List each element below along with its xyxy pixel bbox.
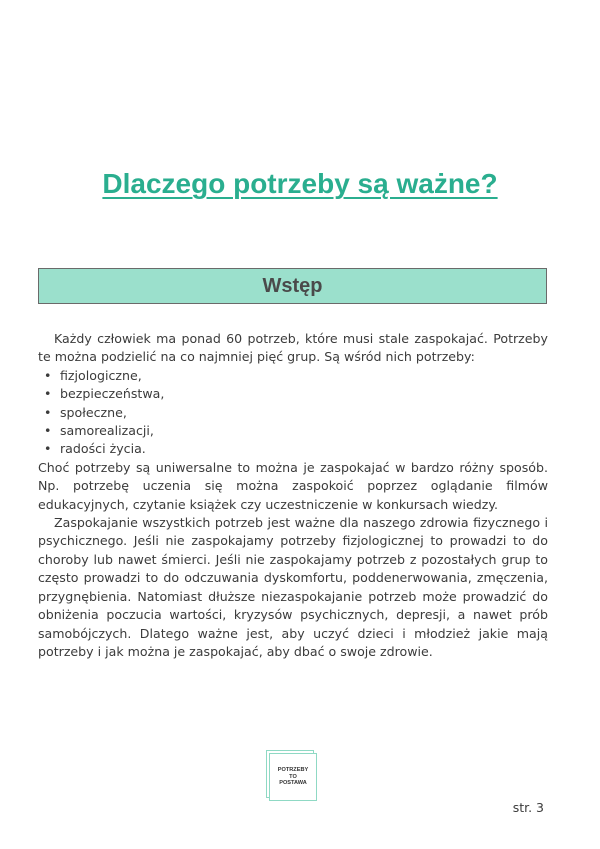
list-item: • samorealizacji, bbox=[58, 422, 548, 440]
logo bbox=[266, 750, 318, 802]
logo-line-3: POSTAWA bbox=[279, 780, 307, 787]
needs-list bbox=[38, 367, 548, 459]
section-header-box bbox=[38, 268, 547, 304]
list-item: • społeczne, bbox=[58, 404, 548, 422]
intro-paragraph: Każdy człowiek ma ponad 60 potrzeb, które musi stale zaspokajać. Potrzeby te można podzielić na co najmniej pięć grup. Są wśród nich potrzeby: bbox=[38, 331, 548, 365]
page-number: str. 3 bbox=[512, 800, 544, 815]
list-item: • fizjologiczne, bbox=[58, 367, 548, 385]
logo-line-1: POTRZEBY bbox=[277, 767, 309, 774]
paragraph-importance: Zaspokajanie wszystkich potrzeb jest ważne dla naszego zdrowia fizycznego i psychicznego. Jeśli nie zaspokajamy potrzeby fizjologicznej to prowadzi to do choroby lub nawet śmierci. Jeśli nie zaspokajamy potrzeb z pozostałych grup to często prowadzi to do odczuwania dyskomfortu, poddenerwowania, zmęczenia, przygnębienia. Natomiast dłuższe niezaspokajanie potrzeb może prowadzić do obniżenia poczucia wartości, kryzysów psychicznych, depresji, a nawet prób samobójczych. Dlatego ważne jest, aby uczyć dzieci i młodzież jakie mają potrzeby i jak można je zaspokajać, aby dbać o swoje zdrowie. bbox=[38, 515, 548, 659]
page-title: Dlaczego potrzeby są ważne? bbox=[102, 168, 498, 199]
logo-text bbox=[278, 767, 308, 786]
document-body bbox=[38, 330, 548, 661]
list-item: • bezpieczeństwa, bbox=[58, 385, 548, 403]
list-item: • radości życia. bbox=[58, 440, 548, 458]
paragraph-examples: Choć potrzeby są uniwersalne to można je zaspokajać w bardzo różny sposób. Np. potrzebę uczenia się można zaspokoić poprzez oglądanie filmów edukacyjnych, czytanie książek czy uczestniczenie w konkursach wiedzy. bbox=[38, 459, 548, 512]
section-heading: Wstęp bbox=[262, 274, 323, 297]
logo-frame-front bbox=[269, 753, 317, 801]
logo-line-2: TO bbox=[289, 773, 297, 780]
